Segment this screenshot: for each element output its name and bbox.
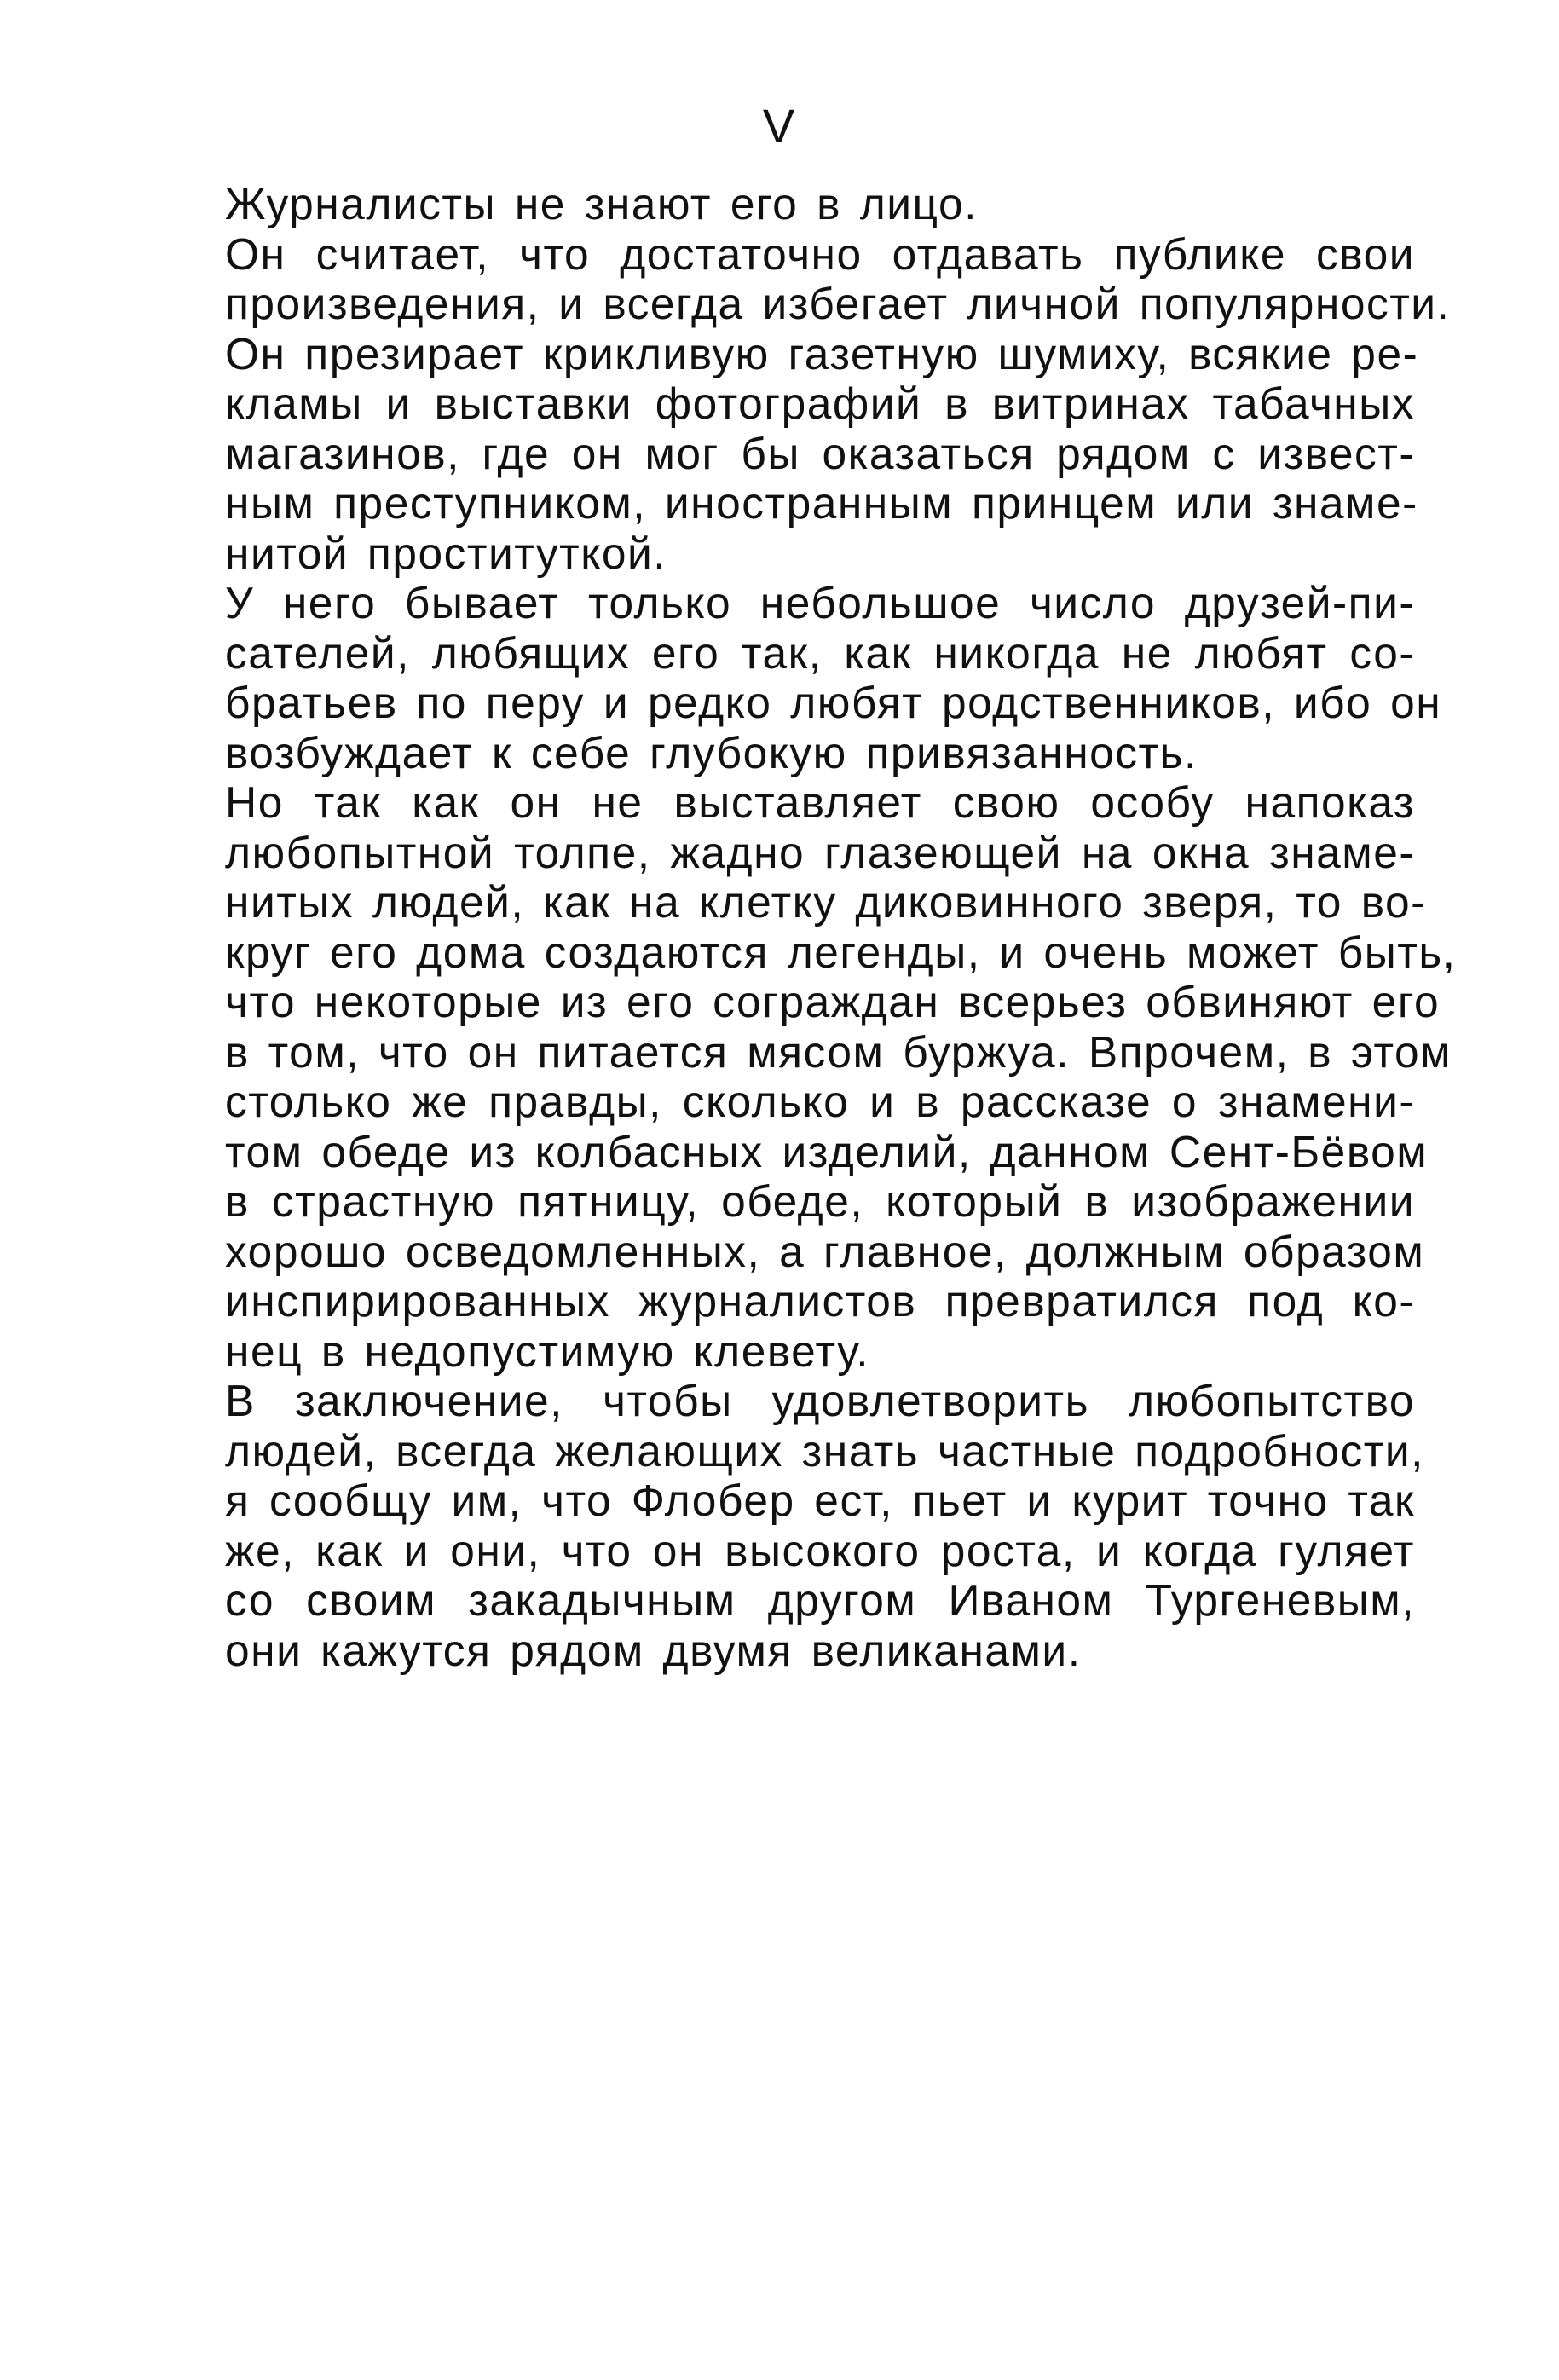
text-line: они кажутся рядом двумя великанами. — [225, 1625, 1082, 1675]
paragraph — [155, 777, 1457, 1376]
text-line: Журналисты не знают его в лицо. — [225, 179, 978, 228]
text-line: инспирированных журналистов превратился под ко- — [225, 1276, 1415, 1326]
text-line: том обеде из колбасных изделий, данном Сент-Бёвом — [225, 1126, 1429, 1176]
chapter-heading: V — [762, 99, 797, 153]
text-line: что некоторые из его сограждан всерьез обвиняют его — [225, 977, 1441, 1026]
text-line: в страстную пятницу, обеде, который в изображении — [225, 1176, 1415, 1226]
paragraph — [155, 578, 1442, 777]
text-line: круг его дома создаются легенды, и очень может быть, — [225, 927, 1457, 977]
text-line: любопытной толпе, жадно глазеющей на окна знаме- — [225, 827, 1415, 877]
text-line: со своим закадычным другом Иваном Тургеневым, — [225, 1575, 1415, 1625]
text-line: Он презирает крикливую газетную шумиху, всякие ре- — [225, 328, 1419, 378]
text-line: магазинов, где он мог бы оказаться рядом с извест- — [225, 428, 1415, 478]
text-line: в том, что он питается мясом буржуа. Впрочем, в этом — [225, 1026, 1452, 1077]
text-line: возбуждает к себе глубокую привязанность. — [225, 727, 1198, 777]
paragraph — [155, 179, 1415, 229]
text-line: людей, всегда желающих знать частные подробности, — [225, 1425, 1424, 1476]
text-line: В заключение, чтобы удовлетворить любопытство — [225, 1376, 1415, 1425]
paragraph — [155, 228, 1451, 579]
text-line: кламы и выставки фотографий в витринах табачных — [225, 378, 1415, 428]
text-line: произведения, и всегда избегает личной популярности. — [225, 279, 1451, 328]
text-line: столько же правды, сколько и в рассказе о знамени- — [225, 1077, 1415, 1126]
text-line: Но так как он не выставляет свою особу напоказ — [225, 777, 1415, 827]
text-line: сателей, любящих его так, как никогда не любят со- — [225, 627, 1415, 678]
text-line: У него бывает только небольшое число друзей-пи- — [225, 578, 1415, 627]
text-line: нец в недопустимую клевету. — [225, 1326, 870, 1376]
text-line: нитых людей, как на клетку диковинного зверя, то во- — [225, 877, 1427, 927]
text-line: же, как и они, что он высокого роста, и когда гуляет — [225, 1525, 1415, 1575]
body-text — [155, 179, 1457, 1675]
text-line: нитой проституткой. — [225, 528, 667, 578]
paragraph — [155, 1376, 1424, 1675]
text-line: я сообщу им, что Флобер ест, пьет и курит точно так — [225, 1476, 1415, 1525]
text-line: хорошо осведомленных, а главное, должным образом — [225, 1226, 1425, 1276]
text-line: ным преступником, иностранным принцем или знаме- — [225, 478, 1418, 528]
text-line: Он считает, что достаточно отдавать публике свои — [225, 228, 1415, 279]
text-line: братьев по перу и редко любят родственников, ибо он — [225, 678, 1442, 727]
